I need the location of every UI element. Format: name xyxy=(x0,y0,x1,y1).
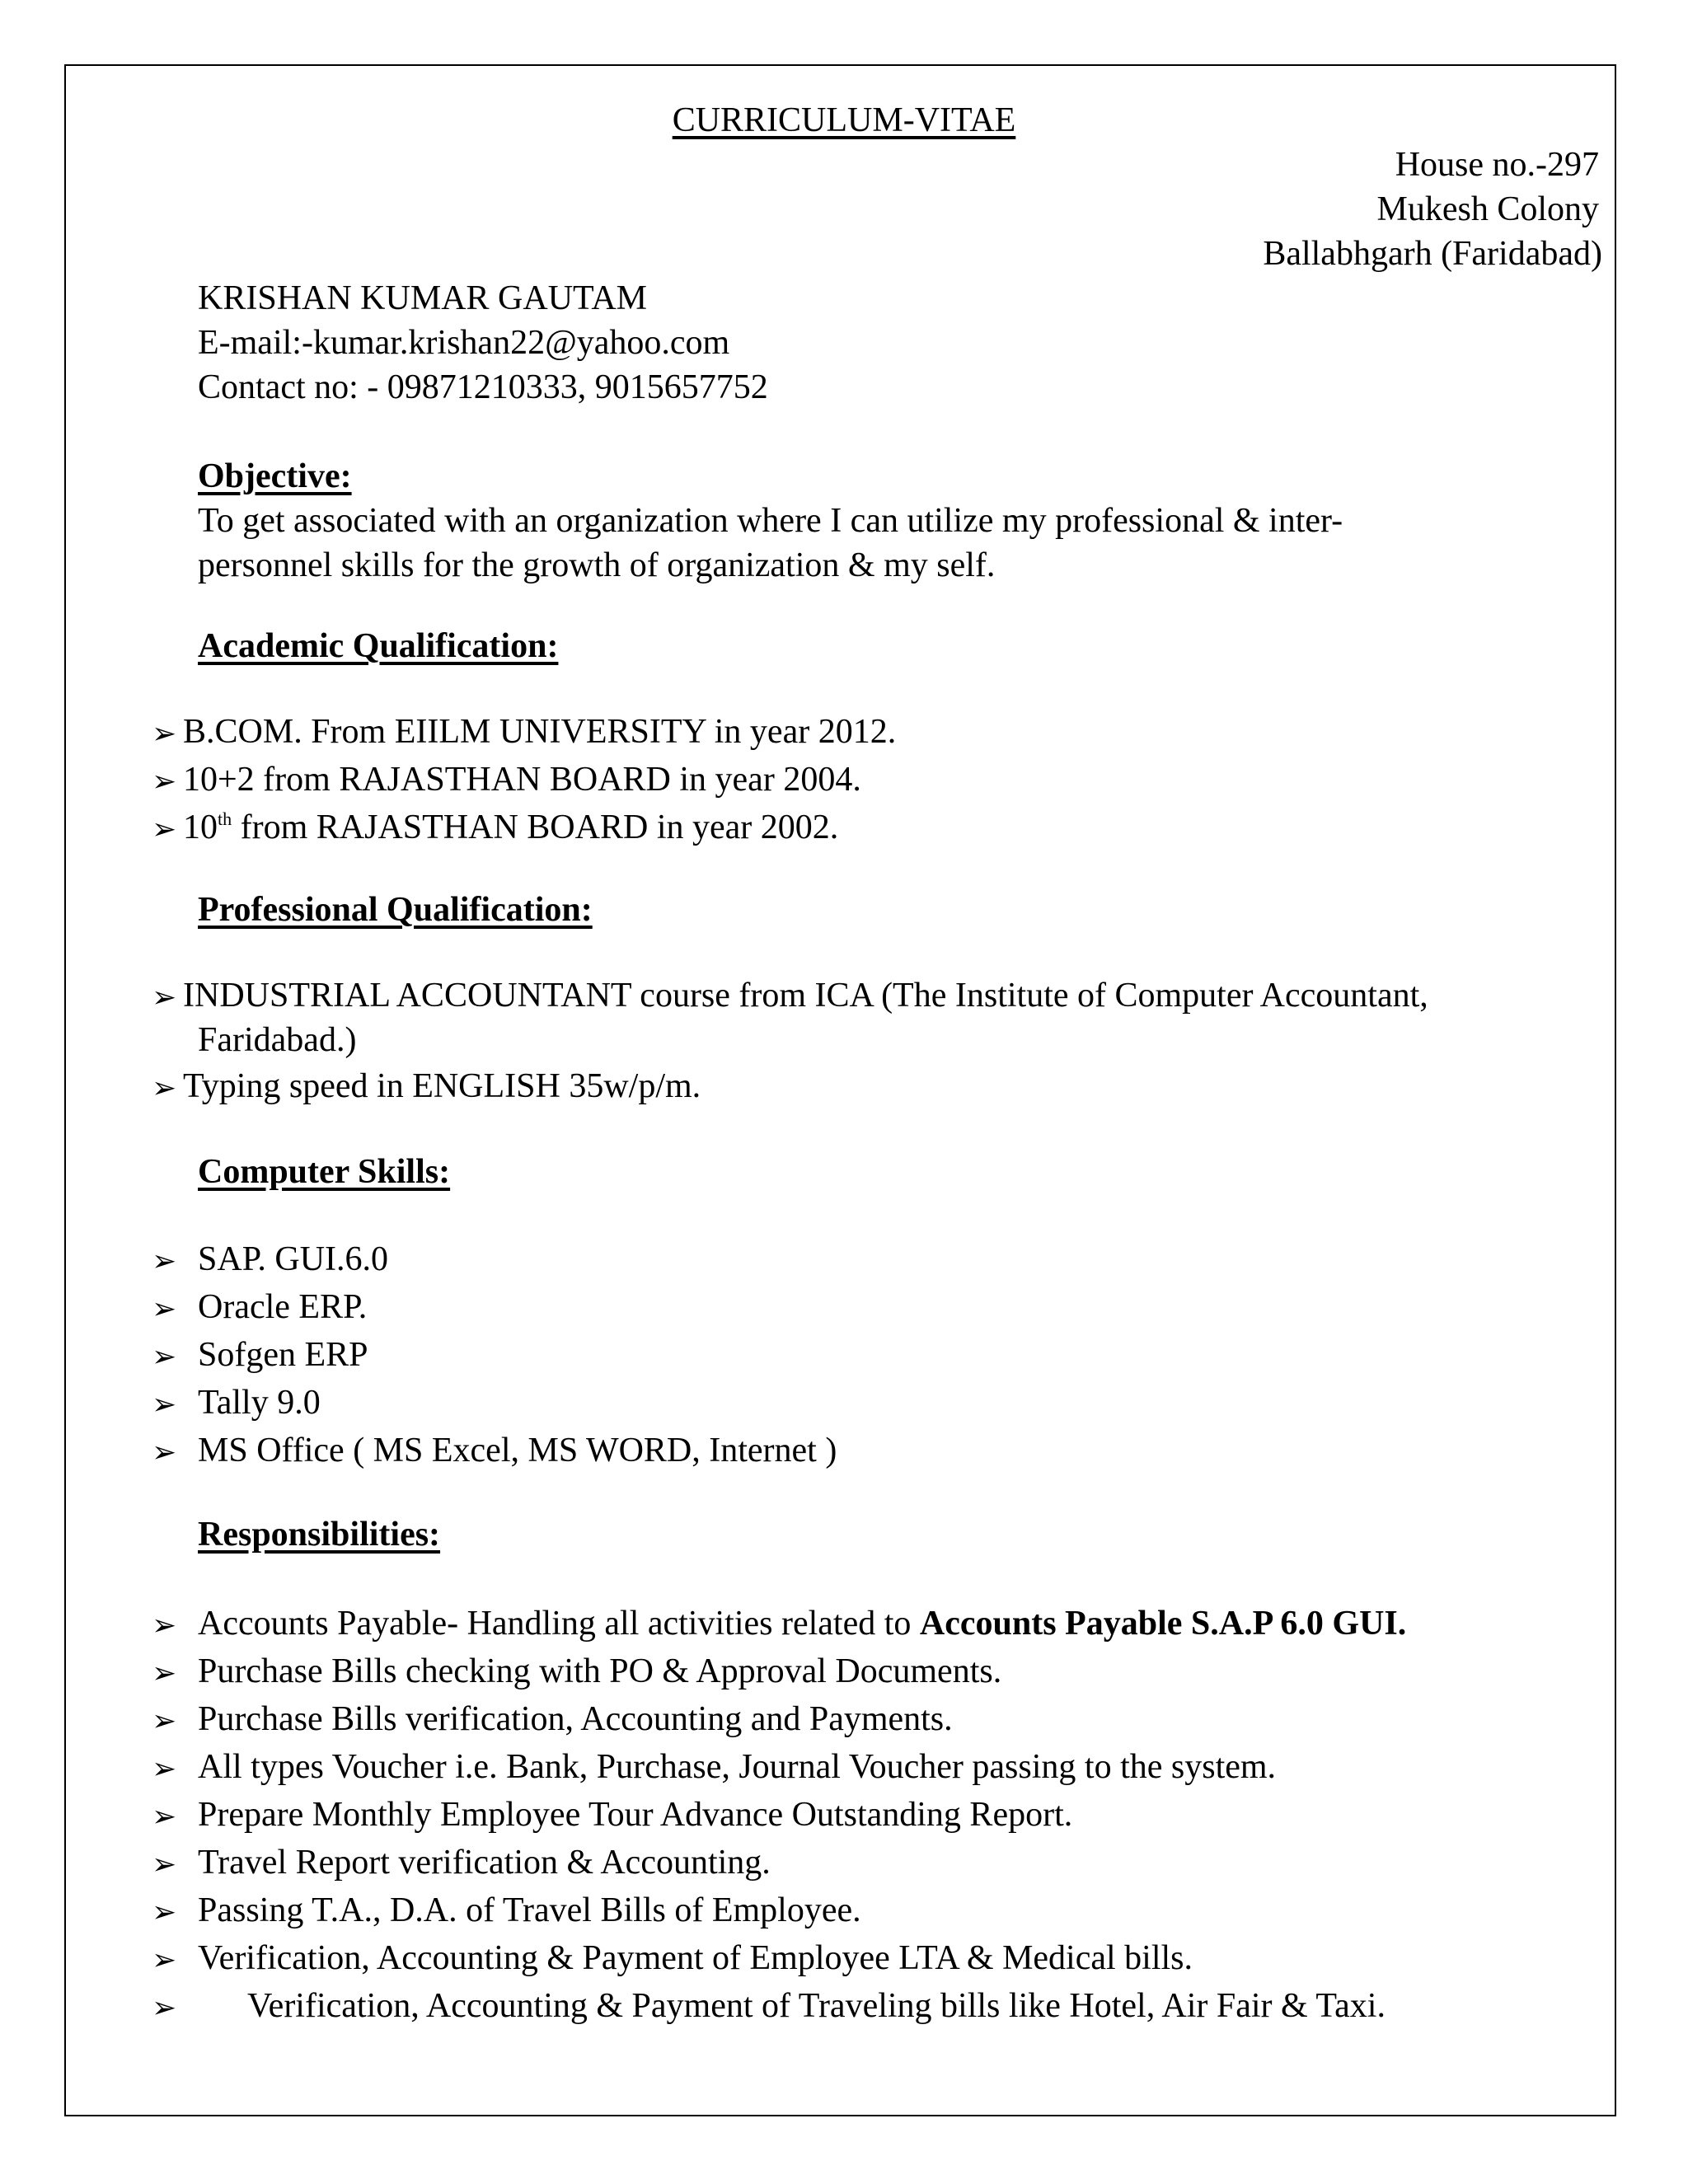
bullet-arrow-icon: ➢ xyxy=(152,1704,177,1737)
bullet-arrow-icon: ➢ xyxy=(152,1752,177,1785)
responsibilities-heading: Responsibilities: xyxy=(198,1516,441,1554)
bullet-arrow-icon: ➢ xyxy=(152,1848,177,1881)
phone-text: Contact no: - 09871210333, 9015657752 xyxy=(198,368,768,406)
address-line-city: Ballabhgarh (Faridabad) xyxy=(1263,235,1602,273)
objective-heading: Objective: xyxy=(198,457,352,495)
responsibility-item: Purchase Bills checking with PO & Approval Documents. xyxy=(198,1652,1002,1690)
responsibility-item: Accounts Payable- Handling all activities related to Accounts Payable S.A.P 6.0 GUI. xyxy=(198,1605,1407,1643)
academic-item-10th: 10th from RAJASTHAN BOARD in year 2002. xyxy=(183,808,839,846)
responsibility-item: Travel Report verification & Accounting. xyxy=(198,1844,771,1882)
bullet-arrow-icon: ➢ xyxy=(152,717,177,750)
bullet-arrow-icon: ➢ xyxy=(152,1896,177,1929)
skill-item: Oracle ERP. xyxy=(198,1288,368,1326)
bullet-arrow-icon: ➢ xyxy=(152,1436,177,1469)
professional-item-ica-line-1: INDUSTRIAL ACCOUNTANT course from ICA (The Institute of Computer Accountant, xyxy=(183,977,1428,1015)
bullet-arrow-icon: ➢ xyxy=(152,1657,177,1690)
address-line-colony: Mukesh Colony xyxy=(1376,190,1599,228)
address-line-house: House no.-297 xyxy=(1395,146,1599,184)
objective-line-1: To get associated with an organization where I can utilize my professional & inter- xyxy=(198,502,1343,540)
bullet-arrow-icon: ➢ xyxy=(152,1609,177,1642)
professional-item-ica-line-2: Faridabad.) xyxy=(198,1021,357,1059)
skill-item: Tally 9.0 xyxy=(198,1384,321,1422)
bullet-arrow-icon: ➢ xyxy=(152,1292,177,1325)
responsibility-item: All types Voucher i.e. Bank, Purchase, Journal Voucher passing to the system. xyxy=(198,1748,1277,1786)
bullet-arrow-icon: ➢ xyxy=(152,765,177,798)
professional-heading: Professional Qualification: xyxy=(198,891,593,929)
bullet-arrow-icon: ➢ xyxy=(152,1244,177,1277)
academic-heading: Academic Qualification: xyxy=(198,627,559,665)
applicant-name: KRISHAN KUMAR GAUTAM xyxy=(198,279,647,317)
responsibility-item: Verification, Accounting & Payment of Employee LTA & Medical bills. xyxy=(198,1939,1193,1977)
skill-item: SAP. GUI.6.0 xyxy=(198,1240,389,1278)
bullet-arrow-icon: ➢ xyxy=(152,1388,177,1421)
academic-item-12th: 10+2 from RAJASTHAN BOARD in year 2004. xyxy=(183,761,861,799)
skill-item: MS Office ( MS Excel, MS WORD, Internet ) xyxy=(198,1432,837,1469)
bullet-arrow-icon: ➢ xyxy=(152,1800,177,1833)
computer-skills-heading: Computer Skills: xyxy=(198,1153,451,1191)
bullet-arrow-icon: ➢ xyxy=(152,1340,177,1373)
objective-line-2: personnel skills for the growth of organization & my self. xyxy=(198,546,996,584)
responsibility-item: Passing T.A., D.A. of Travel Bills of Employee. xyxy=(198,1891,861,1929)
responsibility-item: Prepare Monthly Employee Tour Advance Outstanding Report. xyxy=(198,1796,1073,1834)
ordinal-suffix: th xyxy=(218,808,232,829)
bullet-arrow-icon: ➢ xyxy=(152,1991,177,2024)
professional-item-typing: Typing speed in ENGLISH 35w/p/m. xyxy=(183,1067,701,1105)
emphasis-text: Accounts Payable S.A.P 6.0 GUI. xyxy=(919,1605,1407,1643)
responsibility-item: Purchase Bills verification, Accounting and Payments. xyxy=(198,1700,953,1738)
email-text: E-mail:-kumar.krishan22@yahoo.com xyxy=(198,324,730,362)
bullet-arrow-icon: ➢ xyxy=(152,1071,177,1104)
skill-item: Sofgen ERP xyxy=(198,1336,368,1374)
responsibility-item: Verification, Accounting & Payment of Traveling bills like Hotel, Air Fair & Taxi. xyxy=(247,1987,1386,2025)
bullet-arrow-icon: ➢ xyxy=(152,981,177,1014)
bullet-arrow-icon: ➢ xyxy=(152,1943,177,1976)
bullet-arrow-icon: ➢ xyxy=(152,813,177,846)
academic-item-bcom: B.COM. From EIILM UNIVERSITY in year 2012. xyxy=(183,713,897,751)
document-title: CURRICULUM-VITAE xyxy=(672,101,1016,139)
